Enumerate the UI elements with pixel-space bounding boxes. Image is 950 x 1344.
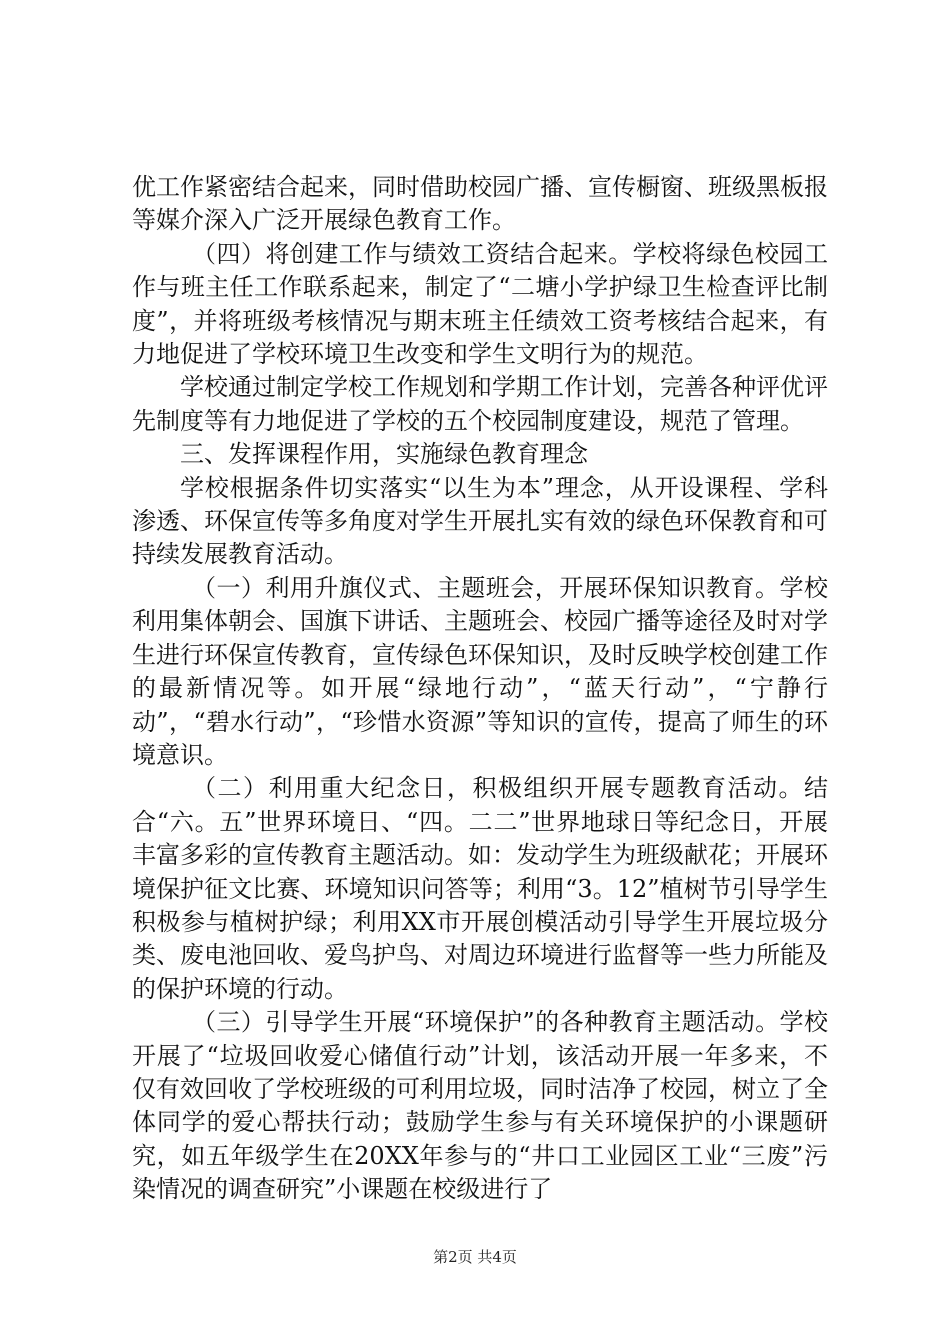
paragraph-intro: 学校根据条件切实落实“以生为本”理念，从开设课程、学科渗透、环保宣传等多角度对学生开展扎实有效的绿色环保教育和可持续发展教育活动。 — [132, 473, 828, 569]
paragraph-item-2: （二）利用重大纪念日，积极组织开展专题教育活动。结合“六。五”世界环境日、“四。二二”世界地球日等纪念日，开展丰富多彩的宣传教育主题活动。如：发动学生为班级献花；开展环境保护征文比赛、环境知识问答等；利用“3。12”植树节引导学生积极参与植树护绿；利用XX市开展创模活动引导学生开展垃圾分类、废电池回收、爱鸟护鸟、对周边环境进行监督等一些力所能及的保护环境的行动。 — [132, 774, 828, 1003]
paragraph-item-3: （三）引导学生开展“环境保护”的各种教育主题活动。学校开展了“垃圾回收爱心储值行动”计划，该活动开展一年多来，不仅有效回收了学校班级的可利用垃圾，同时洁净了校园，树立了全体同学的爱心帮扶行动；鼓励学生参与有关环境保护的小课题研究，如五年级学生在20XX年参与的“井口工业园区工业“三废”污染情况的调查研究”小课题在校级进行了 — [132, 1008, 828, 1204]
paragraph-continuation: 优工作紧密结合起来，同时借助校园广播、宣传橱窗、班级黑板报等媒介深入广泛开展绿色教育工作。 — [132, 173, 828, 235]
page-footer: 第2页 共4页 — [433, 1248, 517, 1266]
document-body — [132, 171, 828, 1207]
section-heading-3: 三、发挥课程作用，实施绿色教育理念 — [180, 440, 588, 469]
paragraph-item-1: （一）利用升旗仪式、主题班会，开展环保知识教育。学校利用集体朝会、国旗下讲话、主题班会、校园广播等途径及时对学生进行环保宣传教育，宣传绿色环保知识，及时反映学校创建工作的最新情况等。如开展“绿地行动”，“蓝天行动”，“宁静行动”，“碧水行动”，“珍惜水资源”等知识的宣传，提高了师生的环境意识。 — [132, 573, 828, 769]
paragraph-summary: 学校通过制定学校工作规划和学期工作计划，完善各种评优评先制度等有力地促进了学校的五个校园制度建设，规范了管理。 — [132, 373, 828, 435]
paragraph-item-4: （四）将创建工作与绩效工资结合起来。学校将绿色校园工作与班主任工作联系起来，制定了“二塘小学护绿卫生检查评比制度”，并将班级考核情况与期末班主任绩效工资考核结合起来，有力地促进了学校环境卫生改变和学生文明行为的规范。 — [132, 239, 828, 369]
